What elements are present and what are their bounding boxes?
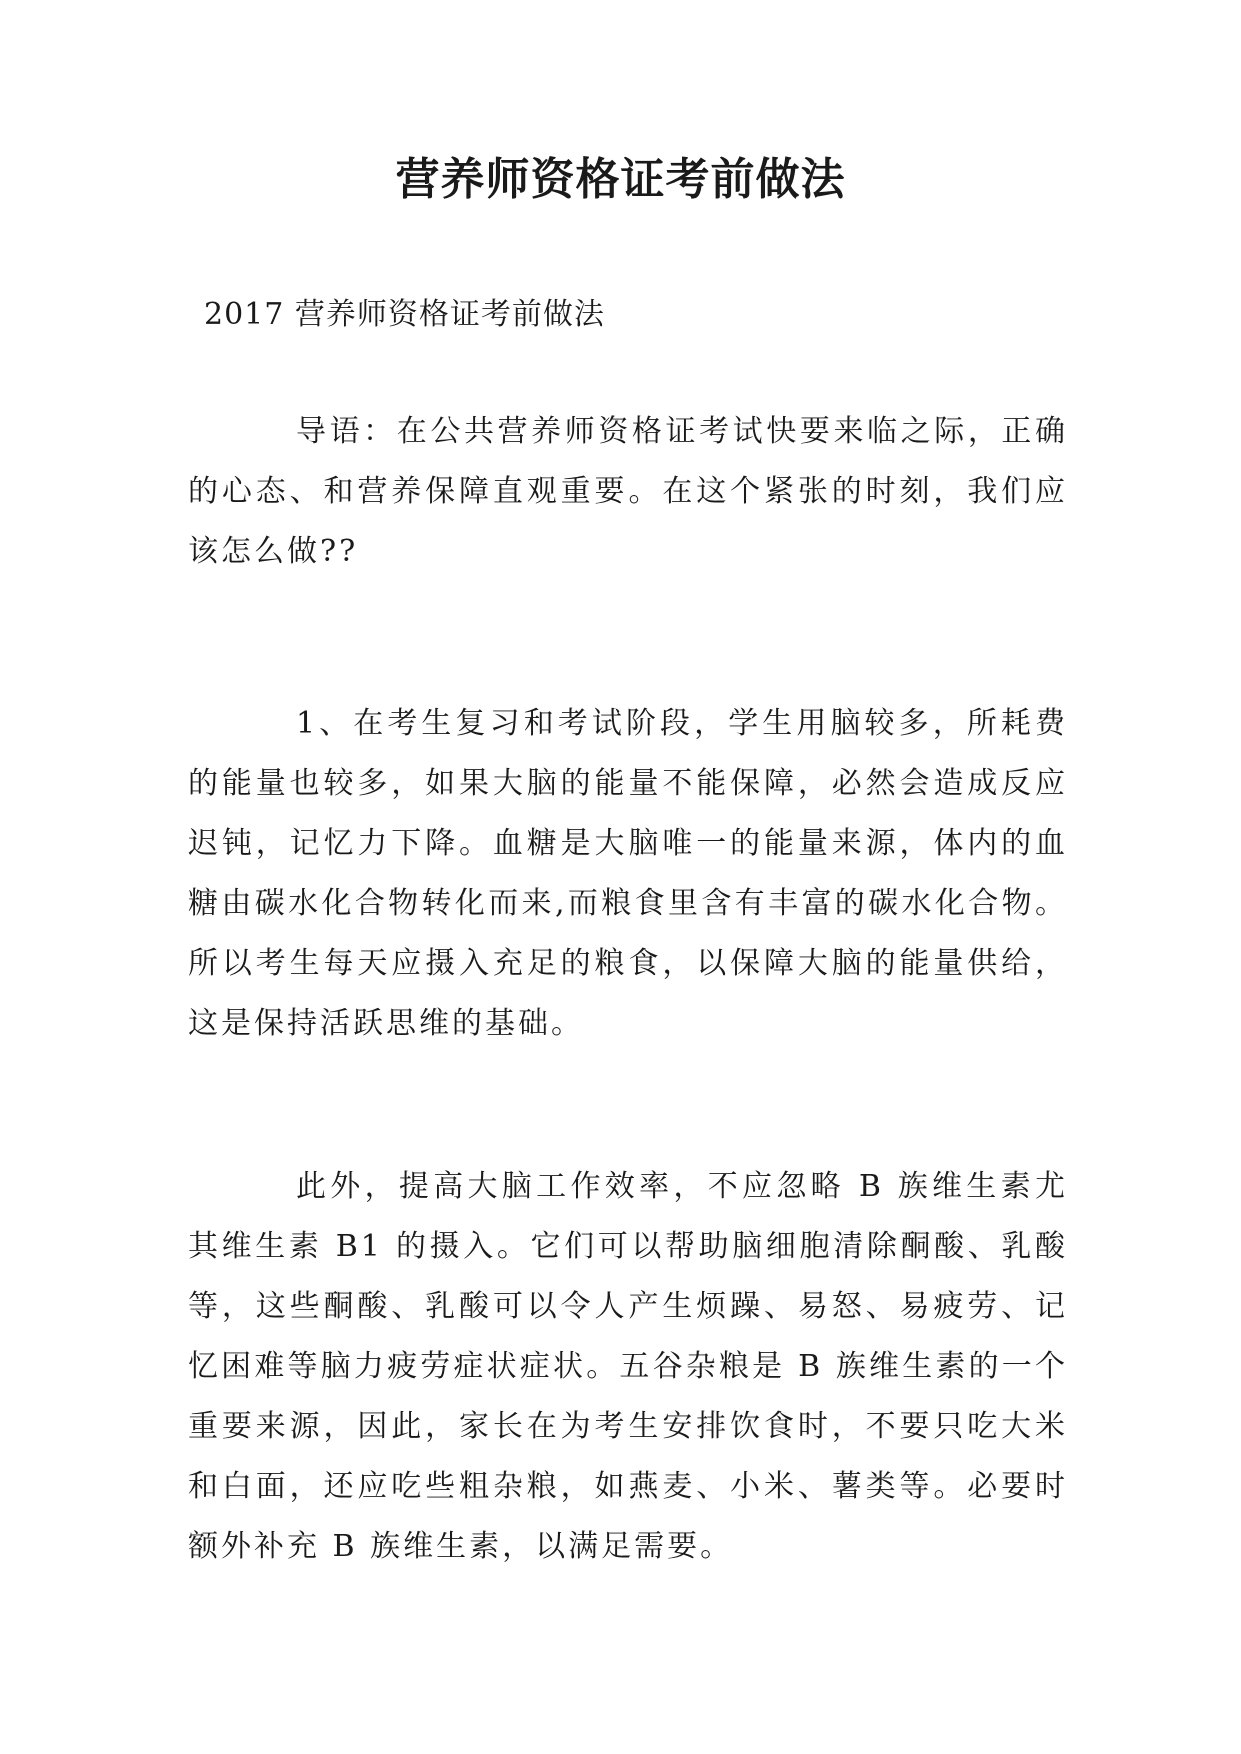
paragraph-intro: 导语：在公共营养师资格证考试快要来临之际，正确的心态、和营养保障直观重要。在这个紧张的时刻，我们应该怎么做?? bbox=[188, 414, 1068, 569]
document-subtitle: 2017 营养师资格证考前做法 bbox=[204, 297, 605, 332]
paragraph-energy: 1、在考生复习和考试阶段，学生用脑较多，所耗费的能量也较多，如果大脑的能量不能保障，必然会造成反应迟钝，记忆力下降。血糖是大脑唯一的能量来源，体内的血糖由碳水化合物转化而来,而粮食里含有丰富的碳水化合物。所以考生每天应摄入充足的粮食，以保障大脑的能量供给，这是保持活跃思维的基础。 bbox=[188, 706, 1068, 1041]
paragraph-vitamin-b: 此外，提高大脑工作效率，不应忽略 B 族维生素尤其维生素 B1 的摄入。它们可以帮助脑细胞清除酮酸、乳酸等，这些酮酸、乳酸可以令人产生烦躁、易怒、易疲劳、记忆困难等脑力疲劳症状症状。五谷杂粮是 B 族维生素的一个重要来源，因此，家长在为考生安排饮食时，不要只吃大米和白面，还应吃些粗杂粮，如燕麦、小米、薯类等。必要时额外补充 B 族维生素，以满足需要。 bbox=[188, 1169, 1068, 1564]
document-title: 营养师资格证考前做法 bbox=[395, 154, 846, 205]
